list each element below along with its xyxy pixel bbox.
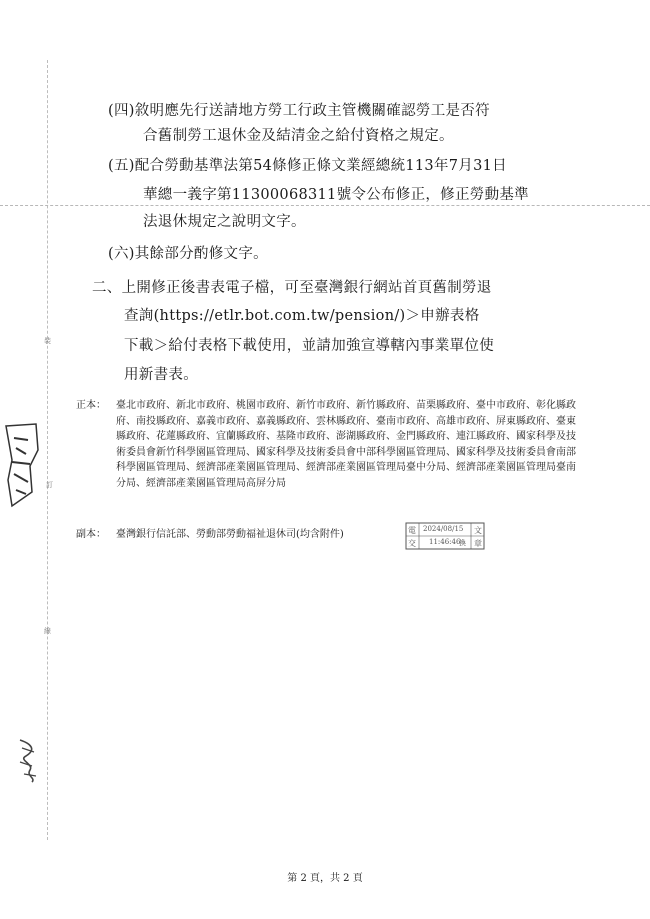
recipients-block: [76, 398, 581, 491]
recipients-list: 臺北市政府、新北市政府、桃園市政府、新竹市政府、新竹縣政府、苗栗縣政府、臺中市政府、彰化縣政府、南投縣政府、嘉義市政府、嘉義縣政府、雲林縣政府、臺南市政府、高雄市政府、屏東縣政府、臺東縣政府、花蓮縣政府、宜蘭縣政府、基隆市政府、澎湖縣政府、金門縣政府、連江縣政府、國家科學及技術委員會新竹科學園區管理局、國家科學及技術委員會中部科學園區管理局、國家科學及技術委員會南部科學園區管理局、經濟部產業園區管理局、經濟部產業園區管理局臺中分局、經濟部產業園區管理局臺南分局、經濟部產業園區管理局高屏分局: [116, 400, 576, 489]
stamp-bottom-right: 章: [474, 539, 482, 548]
stamp-bottom-left: 交: [408, 539, 416, 548]
stamp-top-left: 電: [408, 526, 416, 535]
section-2-line-3: 下載＞給付表格下載使用，並請加強宣導轄內事業單位使: [124, 338, 494, 354]
handwritten-mark: [14, 736, 42, 784]
section-2-line-1: 二、上開修正後書表電子檔，可至臺灣銀行網站首頁舊制勞退: [92, 280, 492, 296]
stamp-mid: 換: [459, 539, 466, 547]
scan-artifact-line: [0, 205, 650, 206]
binding-line: [47, 60, 48, 840]
copy-label: 副本：: [76, 529, 106, 540]
side-seal-stamp: [0, 420, 40, 510]
copy-block: [76, 525, 344, 540]
binding-mark: 裝: [44, 337, 51, 345]
recipients-label: 正本：: [76, 400, 106, 411]
section-2-line-2: 查詢(https://etlr.bot.com.tw/pension/)＞申辦表格: [124, 308, 480, 324]
section-2-line-4: 用新書表。: [124, 367, 198, 383]
stamp-top-right: 文: [474, 526, 482, 535]
order-mark: 訂: [46, 481, 53, 489]
item-5-line-2: 華總一義字第11300068311號令公布修正，修正勞動基準: [143, 187, 529, 203]
item-4-line-1: (四)敘明應先行送請地方勞工行政主管機關確認勞工是否符: [108, 103, 490, 119]
line-mark: 線: [44, 627, 51, 635]
copy-list: 臺灣銀行信託部、勞動部勞動福祉退休司(均含附件): [116, 529, 344, 540]
item-6: (六)其餘部分酌修文字。: [108, 246, 268, 262]
stamp-time: 11:46:46: [429, 538, 461, 546]
page-footer: 第 2 頁，共 2 頁: [287, 873, 363, 884]
item-5-line-1: (五)配合勞動基準法第54條修正條文業經總統113年7月31日: [108, 158, 507, 174]
item-5-line-3: 法退休規定之說明文字。: [143, 214, 306, 230]
exchange-stamp: [405, 522, 485, 550]
stamp-date: 2024/08/15: [423, 525, 464, 533]
item-4-line-2: 合舊制勞工退休金及結清金之給付資格之規定。: [143, 128, 454, 144]
